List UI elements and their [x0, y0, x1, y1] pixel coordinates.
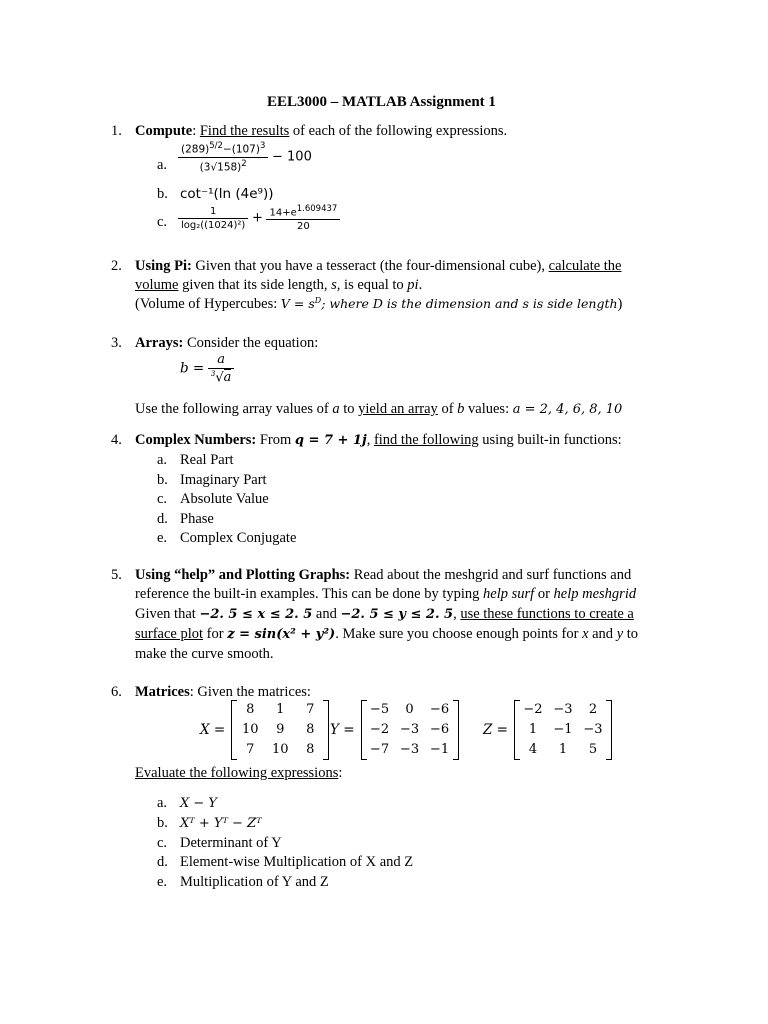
q1-c-expression: $\frac{1}{\text{log₂((1024)²)}}$ + $\frac{14+e^{1.609437}}{20}$ — [178, 204, 340, 232]
q2-line-3: (Volume of Hypercubes: $V = s^D$; where D is the dimension and s is side length) — [135, 296, 623, 313]
q1-b-label: b. — [157, 186, 168, 202]
matrix-y: Y = −5 0 −6 −2 −3 −6 −7 −3 −1 — [330, 700, 459, 760]
q2-number: 2. — [111, 258, 122, 274]
q1-heading: Compute — [135, 123, 193, 139]
q2-line-2: volume given that its side length, s, is equal to pi. — [135, 277, 423, 293]
q1-number: 1. — [111, 123, 122, 139]
q1-b-expression: cot⁻¹(ln (4e⁹)) — [180, 186, 274, 202]
q6-evaluate-heading: Evaluate the following expressions: — [135, 765, 343, 781]
q6-list — [157, 794, 413, 893]
list-item: e. Multiplication of Y and Z — [157, 874, 329, 891]
matrix-x-grid: 8 1 7 10 9 8 7 10 8 — [231, 700, 329, 760]
q4-list — [157, 451, 296, 549]
q1-a-expression: $\frac{(289)^{5/2}-(107)^3}{(3√158)^2}$ − 100 — [178, 141, 312, 173]
page-title: EEL3000 – MATLAB Assignment 1 — [267, 94, 496, 110]
q5-line-3: Given that −2. 5 ≤ x ≤ 2. 5 and −2. 5 ≤ y ≤ 2. 5, use these functions to create a — [135, 606, 634, 622]
q5-number: 5. — [111, 567, 122, 583]
list-item: b. Xᵀ + Yᵀ − Zᵀ — [157, 814, 262, 831]
q1-a-label: a. — [157, 157, 168, 173]
q1-text: Compute: Find the results of each of the following expressions. — [135, 123, 508, 139]
q1-c-label: c. — [157, 214, 168, 230]
list-item: d. Element-wise Multiplication of X and Z — [157, 854, 414, 871]
q5-line-4: surface plot for z = sin(x² + y²). Make sure you choose enough points for x and y to — [135, 626, 639, 642]
q4-line-1: Complex Numbers: From q = 7 + 1j, find the following using built-in functions: — [135, 432, 622, 448]
list-item: a. Real Part — [157, 452, 234, 468]
q3-line-2: Use the following array values of a to yield an array of b values: a = 2, 4, 6, 8, 10 — [135, 401, 623, 417]
list-item: a. X − Y — [157, 795, 217, 811]
q3-number: 3. — [111, 335, 122, 351]
q5-line-1: Using “help” and Plotting Graphs: Read about the meshgrid and surf functions and — [135, 567, 632, 583]
list-item: d. Phase — [157, 510, 214, 527]
q3-line-1: Arrays: Consider the equation: — [135, 335, 319, 351]
q6-line-1: Matrices: Given the matrices: — [135, 684, 311, 700]
q4-number: 4. — [111, 432, 122, 448]
q1-link: Find the results — [199, 123, 290, 139]
q6-number: 6. — [111, 684, 122, 700]
matrix-x: X = 8 1 7 10 9 8 7 10 8 — [200, 700, 329, 760]
q5-line-2: reference the built-in examples. This can be done by typing help surf or help meshgrid — [135, 586, 637, 602]
q5-line-5: make the curve smooth. — [135, 646, 274, 662]
list-item: e. Complex Conjugate — [157, 530, 297, 546]
matrix-z: Z = −2 −3 2 1 −1 −3 4 1 5 — [483, 700, 612, 760]
matrix-y-grid: −5 0 −6 −2 −3 −6 −7 −3 −1 — [361, 700, 459, 760]
q3-equation: b = $\frac{a}{^3√a}$ — [180, 352, 234, 385]
q2-line-1: Using Pi: Given that you have a tesseract (the four-dimensional cube), calculate the — [135, 258, 622, 274]
list-item: b. Imaginary Part — [157, 471, 267, 488]
list-item: c. Determinant of Y — [157, 834, 282, 851]
list-item: c. Absolute Value — [157, 491, 269, 507]
matrix-z-grid: −2 −3 2 1 −1 −3 4 1 5 — [514, 700, 612, 760]
